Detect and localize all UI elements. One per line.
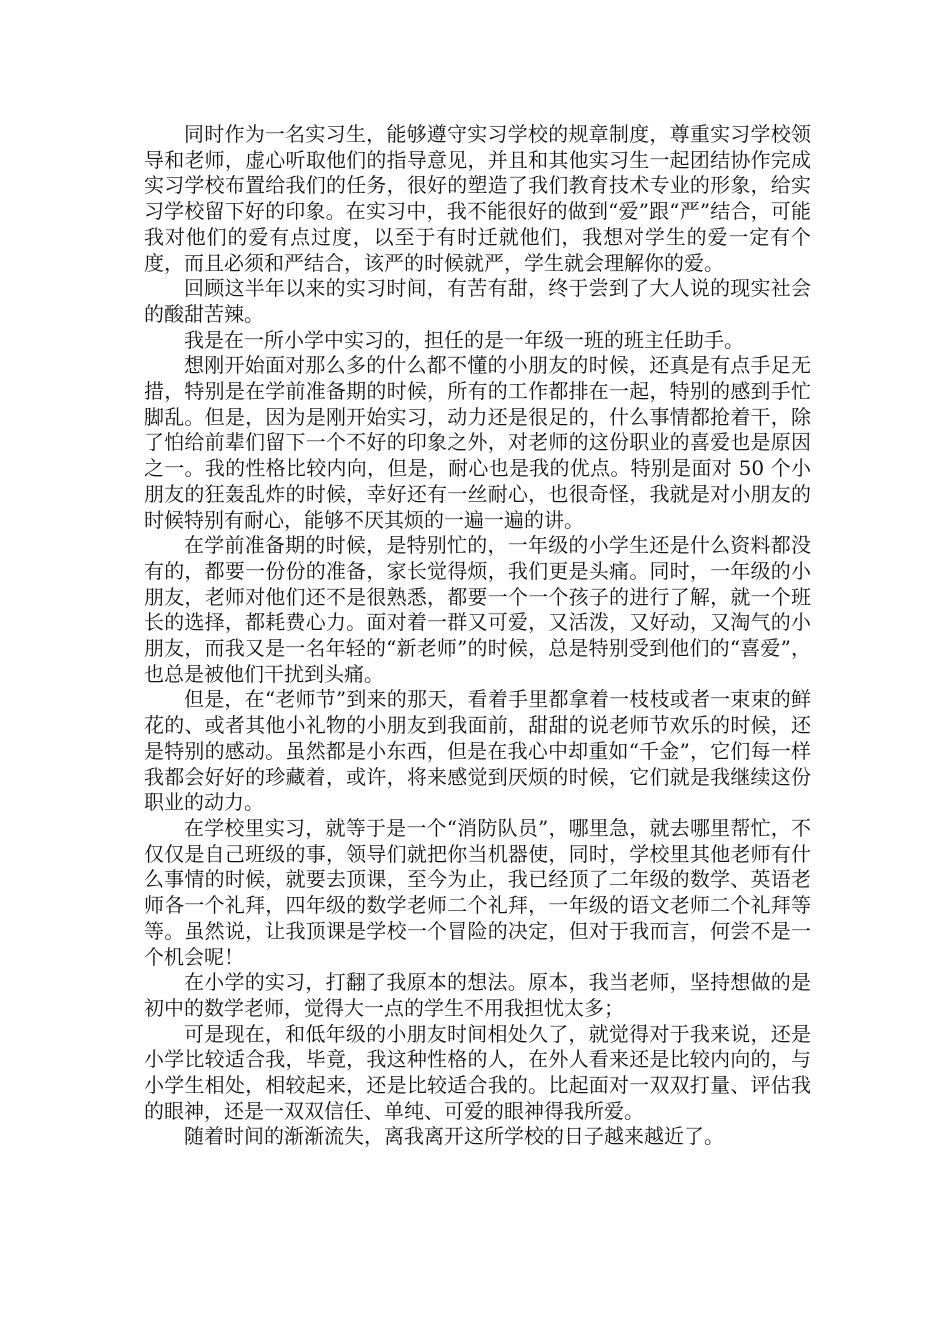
paragraph: 在小学的实习，打翻了我原本的想法。原本，我当老师，坚持想做的是初中的数学老师，觉得大一点的学生不用我担忧太多； (144, 970, 811, 1020)
paragraph: 回顾这半年以来的实习时间，有苦有甜，终于尝到了大人说的现实社会的酸甜苦辣。 (144, 276, 811, 326)
paragraph: 想刚开始面对那么多的什么都不懂的小朋友的时候，还真是有点手足无措，特别是在学前准备期的时候，所有的工作都排在一起，特别的感到手忙脚乱。但是，因为是刚开始实习，动力还是很足的，什么事情都抢着干，除了怕给前辈们留下一个不好的印象之外，对老师的这份职业的喜爱也是原因之一。我的性格比较内向，但是，耐心也是我的优点。特别是面对 50 个小朋友的狂轰乱炸的时候，幸好还有一丝耐心，也很奇怪，我就是对小朋友的时候特别有耐心，能够不厌其烦的一遍一遍的讲。 (144, 353, 811, 532)
paragraph: 随着时间的渐渐流失，离我离开这所学校的日子越来越近了。 (184, 1124, 724, 1149)
paragraph: 在学前准备期的时候，是特别忙的，一年级的小学生还是什么资料都没有的，都要一份份的准备，家长觉得烦，我们更是头痛。同时，一年级的小朋友，老师对他们还不是很熟悉，都要一个一个孩子的进行了解，就一个班长的选择，都耗费心力。面对着一群又可爱，又活泼，又好动，又淘气的小朋友，而我又是一名年轻的“新老师”的时候，总是特别受到他们的“喜爱”，也总是被他们干扰到头痛。 (144, 533, 811, 686)
paragraph: 但是，在“老师节”到来的那天，看着手里都拿着一枝枝或者一束束的鲜花的、或者其他小礼物的小朋友到我面前，甜甜的说老师节欢乐的时候，还是特别的感动。虽然都是小东西，但是在我心中却重如“千金”，它们每一样我都会好好的珍藏着，或许，将来感觉到厌烦的时候，它们就是我继续这份职业的动力。 (144, 687, 811, 815)
paragraph: 我是在一所小学中实习的，担任的是一年级一班的班主任助手。 (184, 327, 744, 352)
document-body (144, 122, 811, 1150)
paragraph: 可是现在，和低年级的小朋友时间相处久了，就觉得对于我来说，还是小学比较适合我，毕竟，我这种性格的人，在外人看来还是比较内向的，与小学生相处，相较起来，还是比较适合我的。比起面对一双双打量、评估我的眼神，还是一双双信任、单纯、可爱的眼神得我所爱。 (144, 1021, 811, 1123)
paragraph: 在学校里实习，就等于是一个“消防队员”，哪里急，就去哪里帮忙，不仅仅是自己班级的事，领导们就把你当机器使，同时，学校里其他老师有什么事情的时候，就要去顶课，至今为止，我已经顶了二年级的数学、英语老师各一个礼拜，四年级的数学老师二个礼拜，一年级的语文老师二个礼拜等等。虽然说，让我顶课是学校一个冒险的决定，但对于我而言，何尝不是一个机会呢！ (144, 815, 811, 969)
paragraph: 同时作为一名实习生，能够遵守实习学校的规章制度，尊重实习学校领导和老师，虚心听取他们的指导意见，并且和其他实习生一起团结协作完成实习学校布置给我们的任务，很好的塑造了我们教育技术专业的形象，给实习学校留下好的印象。在实习中，我不能很好的做到“爱”跟“严”结合，可能我对他们的爱有点过度，以至于有时迁就他们，我想对学生的爱一定有个度，而且必须和严结合，该严的时候就严，学生就会理解你的爱。 (144, 122, 811, 275)
